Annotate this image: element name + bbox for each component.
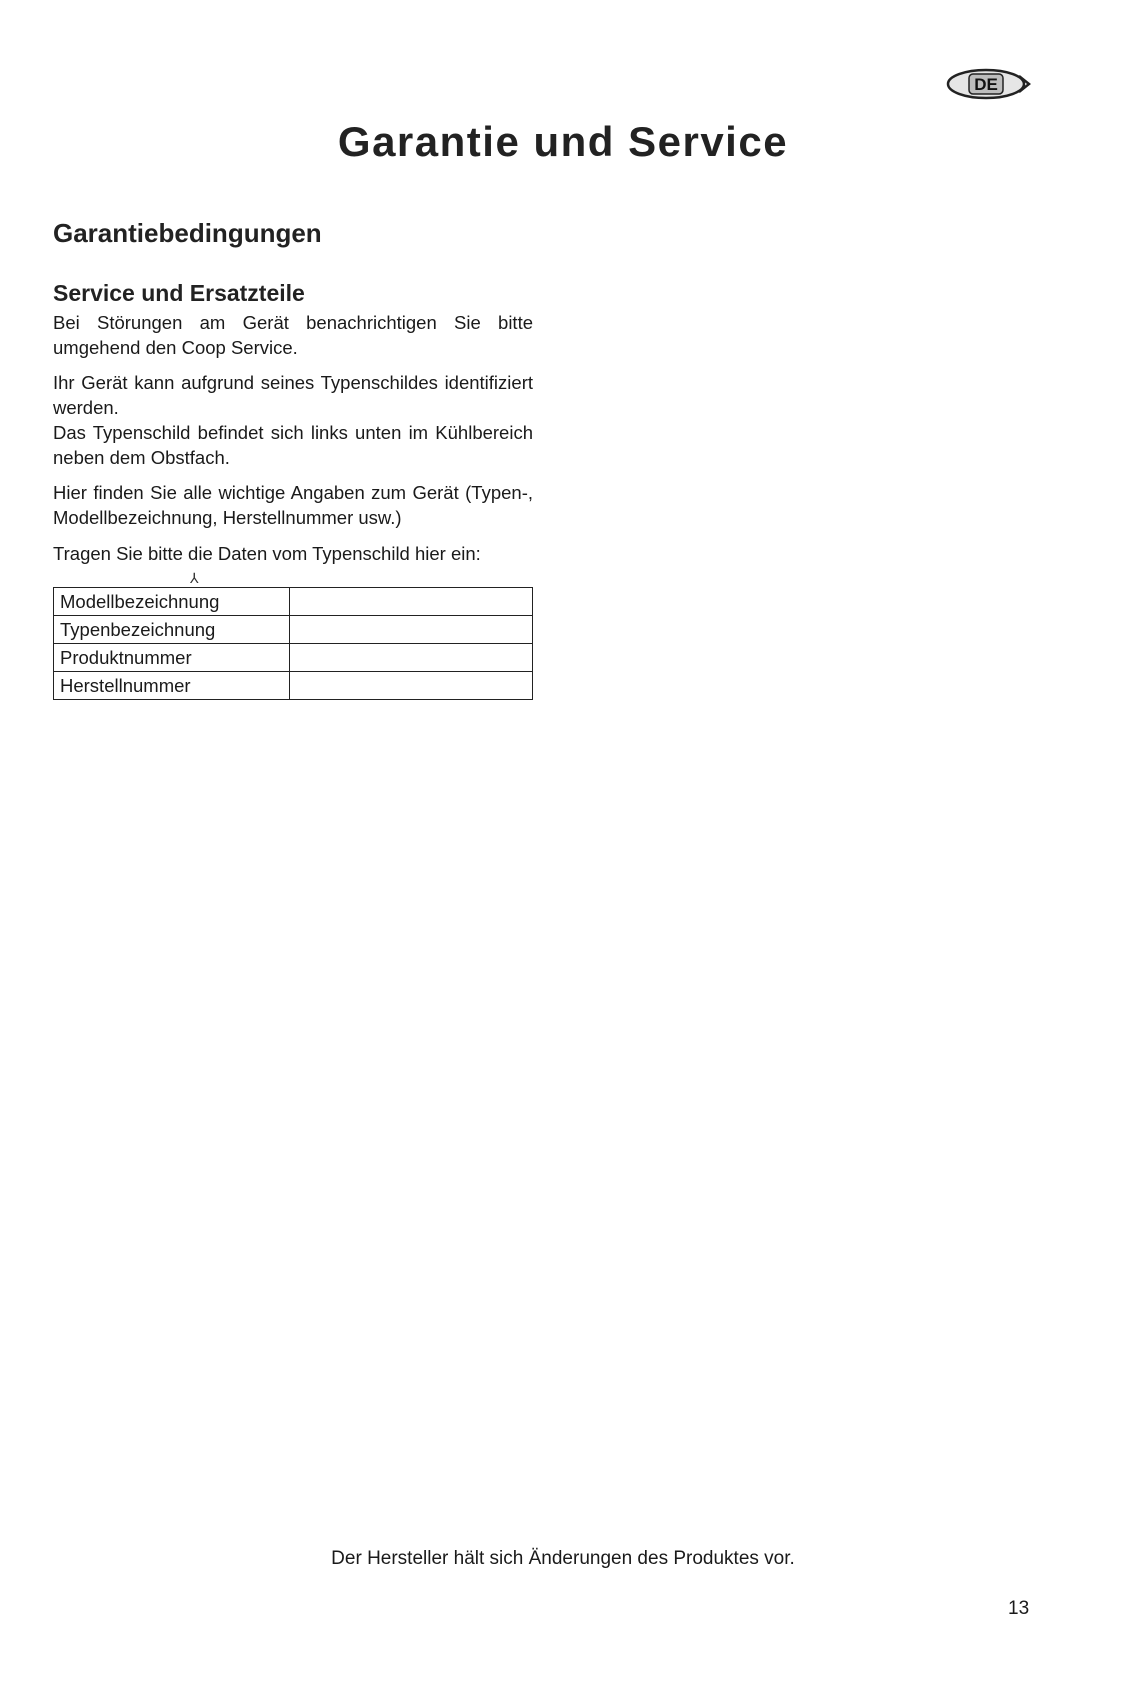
paragraph-location: Das Typenschild befindet sich links unten im Kühlbereich neben dem Obstfach. bbox=[53, 422, 533, 468]
pen-marker: ⅄ bbox=[190, 570, 199, 586]
table-value-field[interactable] bbox=[290, 644, 533, 672]
table-row bbox=[54, 588, 533, 616]
paragraph-identification: Ihr Gerät kann aufgrund seines Typenschildes identifiziert werden. bbox=[53, 372, 533, 418]
table-value-field[interactable] bbox=[290, 588, 533, 616]
table-row bbox=[54, 672, 533, 700]
paragraph-instruction: Tragen Sie bitte die Daten vom Typenschild hier ein: bbox=[53, 543, 481, 564]
table-label: Modellbezeichnung bbox=[54, 588, 290, 616]
table-row bbox=[54, 616, 533, 644]
table-label: Produktnummer bbox=[54, 644, 290, 672]
table-row bbox=[54, 644, 533, 672]
table-label: Herstellnummer bbox=[54, 672, 290, 700]
table-label: Typenbezeichnung bbox=[54, 616, 290, 644]
page-title: Garantie und Service bbox=[337, 118, 789, 165]
type-plate-table bbox=[53, 587, 533, 700]
footer-note: Der Hersteller hält sich Änderungen des Produktes vor. bbox=[331, 1548, 795, 1569]
table-value-field[interactable] bbox=[290, 616, 533, 644]
paragraph-service: Bei Störungen am Gerät benachrichtigen Sie bitte umgehend den Coop Service. bbox=[53, 312, 533, 358]
section-heading: Garantiebedingungen bbox=[53, 218, 322, 248]
table-value-field[interactable] bbox=[290, 672, 533, 700]
language-badge-label: DE bbox=[974, 75, 998, 94]
page-number: 13 bbox=[1008, 1598, 1030, 1619]
sub-heading: Service und Ersatzteile bbox=[53, 280, 305, 306]
paragraph-details: Hier finden Sie alle wichtige Angaben zum Gerät (Typen-, Modellbezeichnung, Herstellnummer usw.) bbox=[53, 482, 533, 528]
language-badge bbox=[945, 66, 1031, 102]
